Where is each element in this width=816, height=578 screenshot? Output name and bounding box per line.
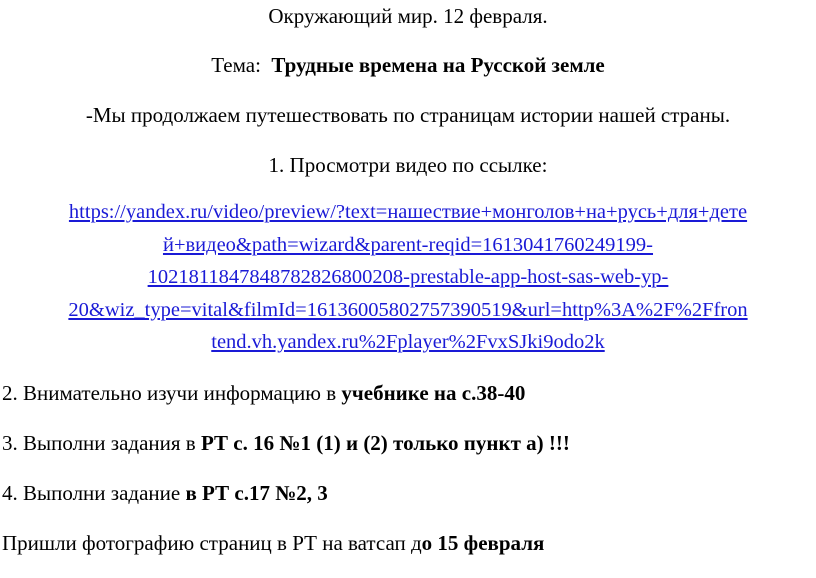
step-2: [2, 381, 525, 405]
step-4-text: 4. Выполни задание: [2, 481, 186, 505]
video-link-line-5[interactable]: tend.vh.yandex.ru%2Fplayer%2FvxSJki9odo2k: [211, 331, 605, 353]
step-3-bold: РТ с. 16 №1 (1) и (2) только пункт а) !!!: [200, 431, 570, 455]
step-1: 1. Просмотри видео по ссылке:: [268, 153, 548, 177]
footer-bold: о 15 февраля: [421, 531, 545, 555]
video-link-line-3[interactable]: 1021811847848782826800208-prestable-app-host-sas-web-yp-: [147, 266, 669, 288]
intro-text: -Мы продолжаем путешествовать по страницам истории нашей страны.: [85, 103, 731, 127]
step-3: [2, 431, 570, 455]
footer-instruction: [2, 531, 544, 555]
step-3-text: 3. Выполни задания в: [2, 431, 201, 455]
step-2-bold: учебнике на с.38-40: [341, 381, 526, 405]
video-link-line-1[interactable]: https://yandex.ru/video/preview/?text=нашествие+монголов+на+русь+для+дете: [68, 201, 748, 223]
step-4: [2, 481, 328, 505]
topic-line: [0, 53, 816, 77]
video-link[interactable]: [0, 196, 816, 359]
video-link-line-4[interactable]: 20&wiz_type=vital&filmId=16136005802757390519&url=http%3A%2F%2Ffron: [68, 298, 748, 321]
footer-text: Пришли фотографию страниц в РТ на ватсап д: [2, 531, 422, 555]
topic-title: Трудные времена на Русской земле: [271, 53, 605, 77]
step-4-bold: в РТ с.17 №2, 3: [185, 481, 328, 505]
page-title: Окружающий мир. 12 февраля.: [268, 4, 548, 28]
topic-prefix: Тема:: [211, 53, 261, 77]
video-link-line-2[interactable]: й+видео&path=wizard&parent-reqid=1613041760249199-: [162, 233, 654, 256]
step-2-text: 2. Внимательно изучи информацию в: [2, 381, 342, 405]
